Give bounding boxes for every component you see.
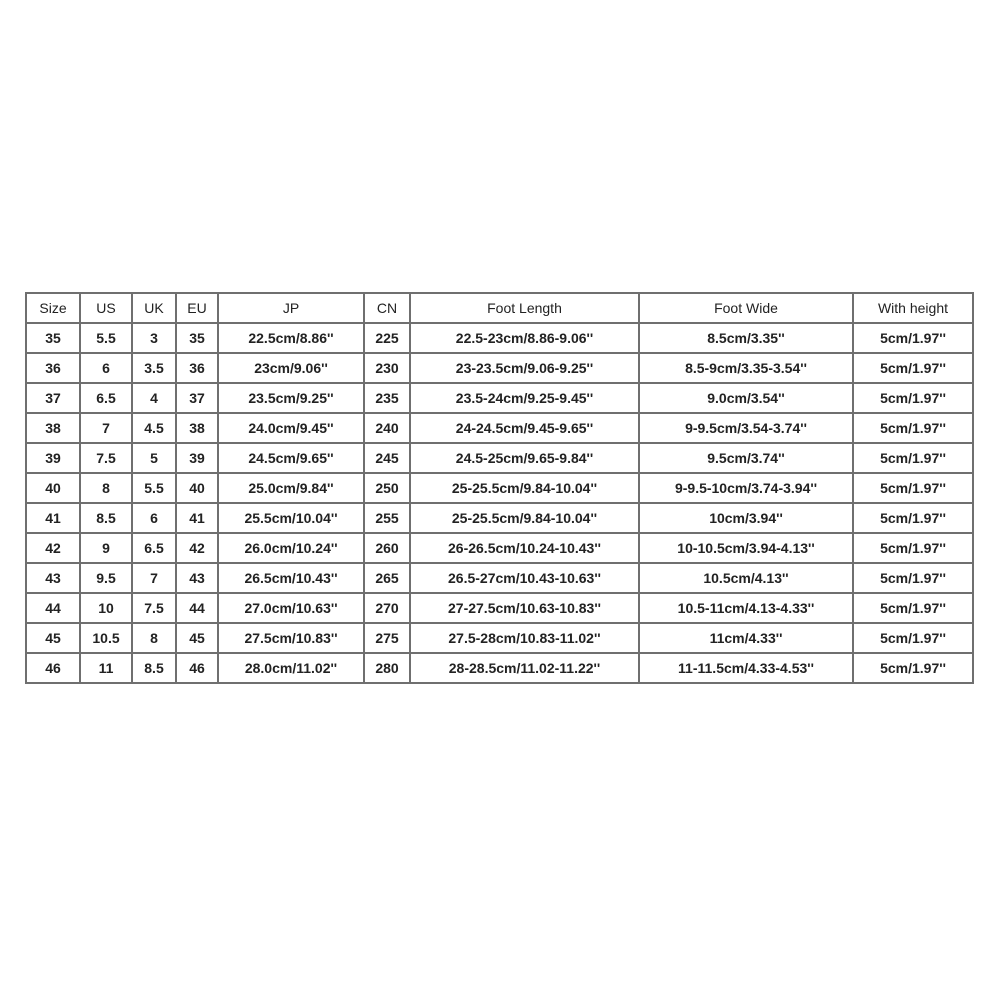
cell-uk: 6 [132, 503, 176, 533]
cell-with-height: 5cm/1.97'' [853, 563, 973, 593]
cell-size: 41 [26, 503, 80, 533]
cell-foot-length: 26-26.5cm/10.24-10.43'' [410, 533, 639, 563]
cell-cn: 235 [364, 383, 410, 413]
cell-us: 8 [80, 473, 132, 503]
table-row [26, 443, 973, 473]
cell-cn: 265 [364, 563, 410, 593]
cell-jp: 25.5cm/10.04'' [218, 503, 364, 533]
header-row [26, 293, 973, 323]
header-uk: UK [132, 293, 176, 323]
header-us: US [80, 293, 132, 323]
cell-with-height: 5cm/1.97'' [853, 323, 973, 353]
header-jp: JP [218, 293, 364, 323]
header-foot-wide: Foot Wide [639, 293, 853, 323]
cell-eu: 42 [176, 533, 218, 563]
cell-with-height: 5cm/1.97'' [853, 533, 973, 563]
cell-size: 46 [26, 653, 80, 683]
cell-foot-wide: 11-11.5cm/4.33-4.53'' [639, 653, 853, 683]
cell-foot-wide: 10.5-11cm/4.13-4.33'' [639, 593, 853, 623]
cell-size: 38 [26, 413, 80, 443]
cell-uk: 3.5 [132, 353, 176, 383]
size-chart-table [25, 292, 974, 684]
cell-cn: 225 [364, 323, 410, 353]
cell-us: 7.5 [80, 443, 132, 473]
cell-jp: 28.0cm/11.02'' [218, 653, 364, 683]
cell-jp: 24.5cm/9.65'' [218, 443, 364, 473]
cell-cn: 255 [364, 503, 410, 533]
cell-us: 9.5 [80, 563, 132, 593]
cell-us: 5.5 [80, 323, 132, 353]
header-size: Size [26, 293, 80, 323]
cell-jp: 26.5cm/10.43'' [218, 563, 364, 593]
cell-foot-wide: 9-9.5cm/3.54-3.74'' [639, 413, 853, 443]
cell-eu: 43 [176, 563, 218, 593]
cell-foot-wide: 10.5cm/4.13'' [639, 563, 853, 593]
cell-us: 10.5 [80, 623, 132, 653]
cell-jp: 26.0cm/10.24'' [218, 533, 364, 563]
cell-foot-wide: 10-10.5cm/3.94-4.13'' [639, 533, 853, 563]
table-row [26, 563, 973, 593]
cell-uk: 3 [132, 323, 176, 353]
cell-eu: 35 [176, 323, 218, 353]
cell-size: 39 [26, 443, 80, 473]
cell-jp: 24.0cm/9.45'' [218, 413, 364, 443]
cell-cn: 230 [364, 353, 410, 383]
cell-eu: 45 [176, 623, 218, 653]
table-row [26, 623, 973, 653]
cell-foot-length: 23-23.5cm/9.06-9.25'' [410, 353, 639, 383]
cell-us: 6.5 [80, 383, 132, 413]
cell-uk: 8 [132, 623, 176, 653]
cell-cn: 260 [364, 533, 410, 563]
cell-foot-wide: 8.5cm/3.35'' [639, 323, 853, 353]
cell-eu: 36 [176, 353, 218, 383]
cell-us: 9 [80, 533, 132, 563]
cell-foot-wide: 8.5-9cm/3.35-3.54'' [639, 353, 853, 383]
cell-cn: 250 [364, 473, 410, 503]
cell-jp: 22.5cm/8.86'' [218, 323, 364, 353]
header-foot-length: Foot Length [410, 293, 639, 323]
cell-foot-wide: 11cm/4.33'' [639, 623, 853, 653]
header-eu: EU [176, 293, 218, 323]
cell-jp: 27.0cm/10.63'' [218, 593, 364, 623]
cell-cn: 270 [364, 593, 410, 623]
cell-foot-length: 25-25.5cm/9.84-10.04'' [410, 503, 639, 533]
cell-eu: 37 [176, 383, 218, 413]
table-row [26, 383, 973, 413]
cell-cn: 240 [364, 413, 410, 443]
cell-uk: 4.5 [132, 413, 176, 443]
cell-jp: 25.0cm/9.84'' [218, 473, 364, 503]
cell-with-height: 5cm/1.97'' [853, 473, 973, 503]
cell-eu: 41 [176, 503, 218, 533]
table-row [26, 323, 973, 353]
cell-size: 35 [26, 323, 80, 353]
table-header [26, 293, 973, 323]
cell-eu: 44 [176, 593, 218, 623]
cell-size: 37 [26, 383, 80, 413]
cell-cn: 280 [364, 653, 410, 683]
cell-uk: 7 [132, 563, 176, 593]
cell-jp: 27.5cm/10.83'' [218, 623, 364, 653]
cell-us: 6 [80, 353, 132, 383]
cell-jp: 23.5cm/9.25'' [218, 383, 364, 413]
cell-us: 10 [80, 593, 132, 623]
table-row [26, 653, 973, 683]
cell-eu: 38 [176, 413, 218, 443]
cell-us: 7 [80, 413, 132, 443]
cell-eu: 40 [176, 473, 218, 503]
cell-jp: 23cm/9.06'' [218, 353, 364, 383]
cell-us: 8.5 [80, 503, 132, 533]
cell-foot-length: 28-28.5cm/11.02-11.22'' [410, 653, 639, 683]
cell-foot-length: 22.5-23cm/8.86-9.06'' [410, 323, 639, 353]
cell-with-height: 5cm/1.97'' [853, 593, 973, 623]
cell-foot-length: 24-24.5cm/9.45-9.65'' [410, 413, 639, 443]
cell-uk: 5 [132, 443, 176, 473]
cell-foot-length: 27-27.5cm/10.63-10.83'' [410, 593, 639, 623]
cell-foot-length: 26.5-27cm/10.43-10.63'' [410, 563, 639, 593]
cell-with-height: 5cm/1.97'' [853, 353, 973, 383]
cell-with-height: 5cm/1.97'' [853, 413, 973, 443]
cell-cn: 275 [364, 623, 410, 653]
cell-with-height: 5cm/1.97'' [853, 623, 973, 653]
table-body [26, 323, 973, 683]
cell-with-height: 5cm/1.97'' [853, 503, 973, 533]
cell-size: 43 [26, 563, 80, 593]
cell-size: 44 [26, 593, 80, 623]
cell-size: 42 [26, 533, 80, 563]
cell-with-height: 5cm/1.97'' [853, 653, 973, 683]
cell-foot-wide: 10cm/3.94'' [639, 503, 853, 533]
cell-uk: 4 [132, 383, 176, 413]
cell-foot-length: 27.5-28cm/10.83-11.02'' [410, 623, 639, 653]
table-row [26, 413, 973, 443]
cell-uk: 7.5 [132, 593, 176, 623]
cell-eu: 46 [176, 653, 218, 683]
cell-with-height: 5cm/1.97'' [853, 383, 973, 413]
header-cn: CN [364, 293, 410, 323]
table-row [26, 533, 973, 563]
cell-foot-length: 25-25.5cm/9.84-10.04'' [410, 473, 639, 503]
cell-uk: 5.5 [132, 473, 176, 503]
cell-foot-wide: 9.5cm/3.74'' [639, 443, 853, 473]
cell-size: 36 [26, 353, 80, 383]
header-with-height: With height [853, 293, 973, 323]
table-row [26, 353, 973, 383]
table-row [26, 473, 973, 503]
cell-foot-wide: 9-9.5-10cm/3.74-3.94'' [639, 473, 853, 503]
cell-us: 11 [80, 653, 132, 683]
cell-foot-wide: 9.0cm/3.54'' [639, 383, 853, 413]
cell-eu: 39 [176, 443, 218, 473]
cell-size: 45 [26, 623, 80, 653]
cell-uk: 6.5 [132, 533, 176, 563]
cell-foot-length: 23.5-24cm/9.25-9.45'' [410, 383, 639, 413]
table-row [26, 593, 973, 623]
cell-with-height: 5cm/1.97'' [853, 443, 973, 473]
cell-uk: 8.5 [132, 653, 176, 683]
cell-cn: 245 [364, 443, 410, 473]
cell-foot-length: 24.5-25cm/9.65-9.84'' [410, 443, 639, 473]
table-row [26, 503, 973, 533]
cell-size: 40 [26, 473, 80, 503]
